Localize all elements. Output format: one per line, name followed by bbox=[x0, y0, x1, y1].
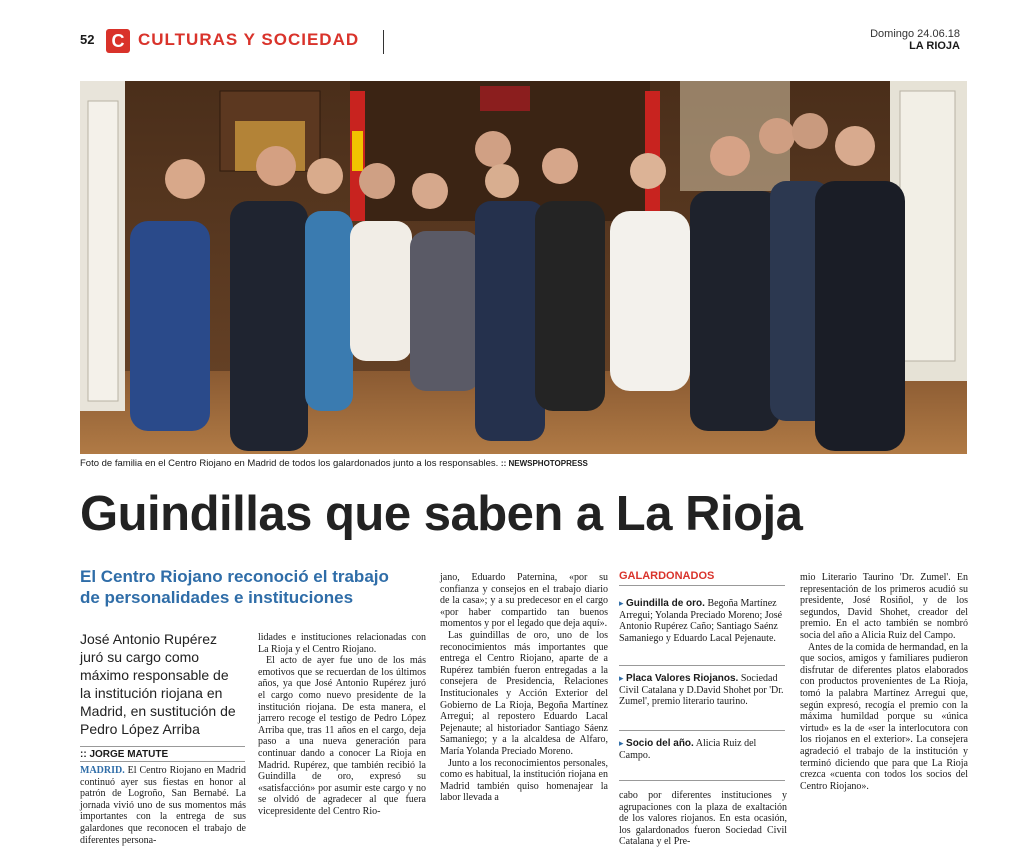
article-lead: José Antonio Rupérez juró su cargo como máximo responsable de la institución riojana en Madrid, en sustitución de Pedro López Arriba bbox=[80, 631, 236, 737]
column-3-paragraph-3: Junto a los reconocimientos personales, como es habitual, la institución riojana en Madrid también quiso homenajear la labor llevada a bbox=[440, 757, 608, 804]
award-item bbox=[619, 598, 785, 644]
award-item bbox=[619, 738, 785, 761]
section-divider bbox=[383, 30, 384, 54]
awards-box-rule bbox=[619, 585, 785, 586]
newspaper-name: LA RIOJA bbox=[909, 40, 960, 52]
column-3-paragraph-2: Las guindillas de oro, uno de los reconocimientos más importantes que entrega el Centro Riojano, aparte de a Rupérez también fueron entregadas a la consejera de Presidencia, Relaciones Institucionales y Acción Exterior del Gobierno de La Rioja, Begoña Martínez Arregui; al repostero Eduardo Lacal Pejenaute; al historiador Santiago Sáenz Samaniego; y a la alcaldesa de Alfaro, María Yolanda Preciado Moreno. bbox=[440, 629, 608, 757]
column-1-text: El Centro Riojano en Madrid continuó ayer sus fiestas en honor al patrón de Logroño, San Bernabé. La jornada vivió uno de sus momentos más importantes con la entrega de sus galardones que reconocen el trabajo de diferentes persona- bbox=[80, 765, 247, 846]
dateline-city: MADRID. bbox=[80, 765, 125, 776]
column-2-paragraph-1: lidades e instituciones relacionadas con La Rioja y el Centro Riojano. bbox=[258, 632, 426, 655]
awards-box-bottom-rule bbox=[619, 780, 785, 781]
awards-box-divider bbox=[619, 730, 785, 731]
column-5-paragraph-2: Antes de la comida de hermandad, en la que socios, amigos y familiares pudieron disfrutar de diferentes platos elaborados con productos provenientes de La Rioja, tomó la palabra Martínez Arregui que, según expresó, recogía el premio con la máxima humildad porque su «única virtud» es la de «ser la interlocutora con los riojanos en el exterior». La consejera agradeció el trabajo de la institución y terminó diciendo que para que La Rioja crezca «cuenta con todos los socios del Centro Riojano». bbox=[800, 641, 968, 792]
award-text: Begoña Martínez Arregui; Yolanda Preciado Moreno; José Antonio Rupérez Caño; Santiago Saénz Samaniego y Eduardo Lacal Pejenaute. bbox=[619, 598, 783, 644]
photo-caption bbox=[80, 458, 588, 469]
group-photo bbox=[80, 81, 967, 454]
column-4-paragraph-1: cabo por diferentes instituciones y agrupaciones con la plaza de exaltación de los valores riojanos. En esta ocasión, los galardonados fueron Sociedad Civil Catalana y el Pre- bbox=[619, 790, 787, 848]
byline: :: JORGE MATUTE bbox=[80, 749, 169, 760]
award-label: Socio del año. bbox=[626, 738, 694, 749]
column-3-paragraph-1: jano, Eduardo Paternina, «por su confianza y consejos en el trabajo diario de la casa»; y a su predecesor en el cargo «por haber compartido tan buenos momentos y por el legado que deja aquí». bbox=[440, 572, 608, 630]
article-headline: Guindillas que saben a La Rioja bbox=[80, 487, 803, 541]
award-text: Alicia Ruiz del Campo. bbox=[619, 738, 757, 761]
awards-box-divider bbox=[619, 665, 785, 666]
byline-rule-top bbox=[80, 746, 245, 747]
column-5-paragraph-1: mio Literario Taurino 'Dr. Zumel'. En representación de los primeros acudió su presidente, José Rosiñol, y de los segundos, David Shohet, creador del premio. En el acto también se nombró socia del año a Alicia Ruiz del Campo. bbox=[800, 572, 968, 641]
award-item bbox=[619, 673, 785, 708]
article-column-2 bbox=[258, 632, 426, 818]
section-title: CULTURAS Y SOCIEDAD bbox=[138, 30, 360, 49]
award-label: Guindilla de oro. bbox=[626, 598, 705, 609]
page-number: 52 bbox=[80, 32, 95, 47]
triangle-bullet-icon: ▸ bbox=[619, 673, 624, 683]
article-column-1 bbox=[80, 765, 246, 846]
section-logo: C bbox=[106, 29, 130, 53]
article-subhead: El Centro Riojano reconoció el trabajo de personalidades e instituciones bbox=[80, 567, 389, 607]
column-2-paragraph-2: El acto de ayer fue uno de los más emotivos que se recuerdan de los últimos años, ya que José Antonio Rupérez juró el cargo como nuevo presidente de la institución riojana. De esta manera, el jarrero recoge el testigo de Pedro López Arriba que, tras 11 años en el cargo, deja paso a una nueva generación para continuar dando a conocer La Rioja en Madrid. Rupérez, que también recibió la Guindilla de oro, expresó su «satisfacción» por asumir este cargo y no se olvidó de agradecer al que fuera vicepresidente del Centro Rio- bbox=[258, 655, 426, 817]
triangle-bullet-icon: ▸ bbox=[619, 738, 624, 748]
article-column-5 bbox=[800, 572, 968, 792]
awards-box-title: GALARDONADOS bbox=[619, 570, 715, 582]
group-photo-illustration bbox=[80, 81, 967, 454]
photo-credit: :: NEWSPHOTOPRESS bbox=[500, 459, 588, 468]
triangle-bullet-icon: ▸ bbox=[619, 598, 624, 608]
article-column-3 bbox=[440, 572, 608, 804]
award-text: Sociedad Civil Catalana y D.David Shohet por 'Dr. Zumel', premio literario taurino. bbox=[619, 673, 784, 708]
article-column-4 bbox=[619, 790, 787, 848]
award-label: Placa Valores Riojanos. bbox=[626, 673, 739, 684]
byline-rule-bottom bbox=[80, 761, 245, 762]
issue-date: Domingo 24.06.18 bbox=[870, 28, 960, 40]
caption-text: Foto de familia en el Centro Riojano en Madrid de todos los galardonados junto a los responsables. bbox=[80, 458, 499, 469]
